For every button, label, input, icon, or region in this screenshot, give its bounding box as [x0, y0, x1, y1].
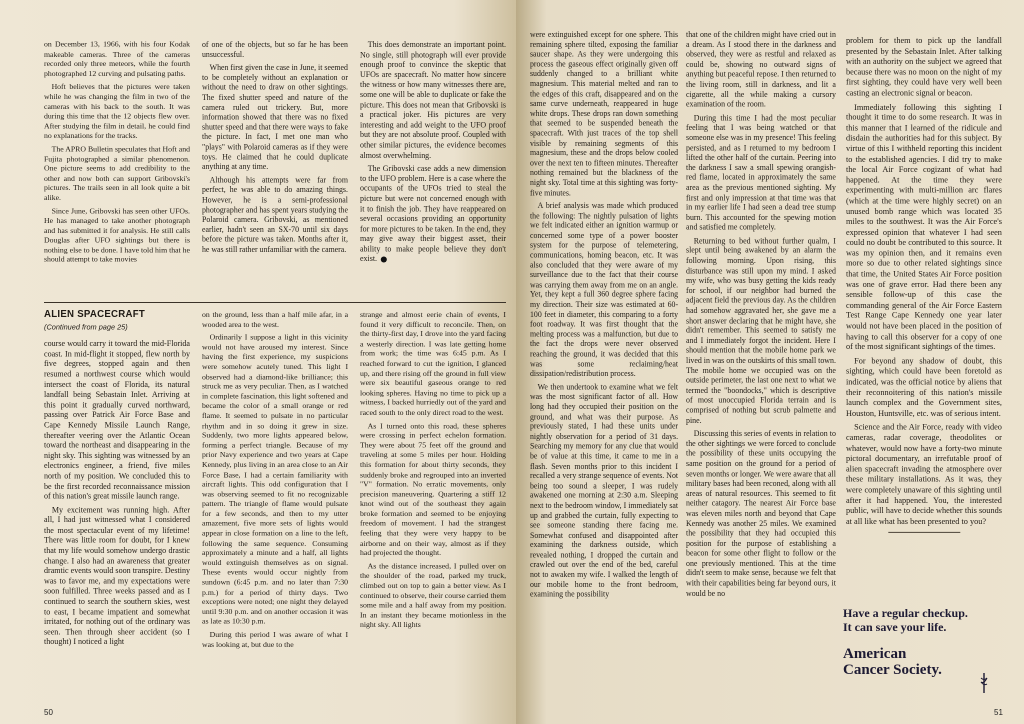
paragraph: We then undertook to examine what we felt was the most significant factor of all. How long had they occupied their position on the ground, and what was their purpose. As previously stated, I had these units under nightly observation for a period of 31 days. Searching my memory for any clue that would be of value at this time, it came to me in a flash. Seven months prior to this incident I recalled a very strange sequence of events. Not being too sound a sleeper, I was rudely awakened one morning at 2:30 a.m. Sleeping next to the bedroom window, I immediately sat up and grabbed the curtain, fully expecting to see someone standing there facing me. Somewhat confused and disappointed after examining the darkness outside, which revealed nothing, I dropped the curtain and crawled out over the end of the bed, careful not to awaken my wife. I walked the length of our mobile home to the front bedroom, examining the possibility — [530, 382, 679, 599]
ad-line-2: It can save your life. — [843, 620, 947, 634]
right-col3 — [846, 36, 1002, 533]
cancer-society-ad — [843, 606, 1013, 702]
continued-note: (Continued from page 25) — [44, 321, 128, 331]
paragraph: During this period I was aware of what I was looking at, but due to the — [202, 630, 349, 649]
left-col3-bottom — [360, 310, 506, 634]
paragraph: strange and almost eerie chain of events, I found it very difficult to reconcile. Then, on the thirty-first day, I drove into the yard facing a westerly direction. I was late getting home from work; the time was 6:45 p.m. As I reached forward to cut the ignition, I glanced up, and there rising off the ground in full view were six beautiful gaseous orange to red looking spheres. Having no time to pick up a witness, I backed hurriedly out of the yard and raced south to the only direct road to the west. — [360, 310, 507, 417]
paragraph: that one of the children might have cried out in a dream. As I stood there in the darkness and observed, they were as restful and relaxed as could be, showing no outward signs of anything but peaceful repose. I then returned to the living room, still in darkness, and lit a cigarette, all the while making a cursory examination of the room. — [686, 30, 836, 109]
paragraph: When first given the case in June, it seemed to be completely without an explanation or without the need to draw on other sightings. The fixed shutter speed and nature of the camera ruled out trickery. But, more information showed that there was no fixed shutter speed and that there were ways to fake the picture. In fact, I met one man who "plays" with Polaroid cameras as if they were toys. He claimed that he could duplicate anything at any time. — [202, 63, 348, 171]
sword-logo-icon — [979, 672, 989, 694]
paragraph: The Gribovski case adds a new dimension to the UFO problem. Here is a case where the occupants of the UFOs tried to steal the picture but were not concerned enough with it to finish the job. They have reappeared on several occasions providing an opportunity for more pictures to be taken. In the end, they may give away their biggest asset, their ability to make people believe they don't exist. — [360, 163, 507, 263]
paragraph: For beyond any shadow of doubt, this sighting, which could have been foretold as indicated, was the official notice by aliens that their reconnoitering of this nation's missile launch complex and the Government sites, Houston, Huntsville, etc. was of serious intent. — [846, 356, 1002, 418]
article-heading: ALIEN SPACECRAFT — [44, 309, 146, 320]
paragraph: Ordinarily I suppose a light in this vicinity would not have aroused my interest. Since having the first experience, my suspicions were somehow acutely tuned. This light I observed had a diamond-like brilliance; this struck me as very peculiar. Then, as I watched in complete fascination, this light softened and became the color of a small orange or red flame. It seemed to pulsate in no particular rhythm and in so doing it grew in size. Suddenly, two more lights appeared below, forming a perfect triangle. Because of my prior Navy experience and two years at Cape Kennedy, plus living in an area close to an Air Force Base, I had a certain familiarity with aircraft lights. This odd configuration that I was observing seemed to fit no recognizable pattern. The triangle of flame would pulsate for a few seconds, and then to my utter amazement, five more sets of lights would appear in close formation on a line to the left, following the same sequence. Consuming approximately a minute and a half, all lights would extinguish themselves as on signal. These events would occur nightly from sundown (6:45 p.m. and no later than 7:30 p.m.) for a period of thirty days. Two exceptions were noted; one night they delayed until 9:30 p.m. and on another occasion it was as late as 10:30 p.m. — [202, 332, 349, 626]
section-divider — [44, 302, 506, 303]
paragraph: This does demonstrate an important point. No single, still photograph will ever provide enough proof to convince the skeptic that UFOs are spacecraft. No matter how sincere the witness or how many witnesses there are, some one will be able to duplicate or fake the picture. This does not mean that Gribovski is a practical joker. His pictures are very interesting and add weight to the UFO proof but they are not absolute proof. Coupled with other similar pictures, the evidence becomes almost overwhelming. — [360, 40, 507, 160]
paragraph: Immediately following this sighting I thought it time to do some research. It was in this manner that I learned of the ridicule and disdain the authorities had for this subject. By virtue of this I withheld reporting this incident to the established agencies. I did try to make the local Air Force cogizant of what had happened. At the time they were experimenting with multi-million arc flares (which at the time were highly secret) on an unused bomb range which was located 35 miles to the southwest. It was the Air Force's expressed opinion that whatever I had seen could no doubt be contributed to this source. It was my opinion then, and it remains even more so due to other related sightings since that time, the United States Air Force position was one of grave error. Had there been any sensible follow-up of this case the commanding general of the Air Force Eastern Test Range Cape Kennedy one year later would not have been placed in the position of having to call this observer for a copy of one of the most significant sightings of the times. — [846, 102, 1002, 352]
end-bullet-icon — [380, 256, 386, 262]
paragraph: A brief analysis was made which produced the following: The nightly pulsation of lights we felt indicated either an ignition warmup or concerned some type of a power booster system for the purpose of telemetering, communications, homing beacon, etc. It was also concluded that they were aware of my surveillance due to the fact that their course was carrying them away from me on an angle. Yet, they kept a full 360 degree sphere facing my direction. Their size was estimated at 60-100 feet in diameter, this comparing to a forty foot roadway. It was first thought that the melting process was a malfunction, but due to the fact the drops were never observed reaching the ground, it was decided that this was some reclaiming/heat dissipation/redistribution process. — [530, 201, 679, 378]
left-col1-top — [44, 40, 190, 269]
ad-line-1: Have a regular checkup. — [843, 606, 968, 620]
paragraph: Although his attempts were far from perfect, he was able to do amazing things. However, he is a semi-professional photographer and has spent years studying the Polaroid camera. Gribovski, as mentioned earlier, hadn't seen an SX-70 until six days before the picture was taken. Months after it, he was still rather unfamiliar with the camera. — [202, 175, 348, 254]
paragraph: Science and the Air Force, ready with video cameras, radar coverage, theodolites or whatever, would now have a forty-two minute pictoral documentary, an irrefutable proof of alien spacecraft invading the atmosphere over these military installations. As it was, they were completely unaware of this sighting until after it had happened. You, the interested public, will have to decide whether this sounds at all like what has been presented to you? — [846, 422, 1002, 526]
paragraph: of one of the objects, but so far he has been unsuccessful. — [202, 40, 348, 59]
paragraph: Since June, Gribovski has seen other UFOs. He has managed to take another photograph and has submitted it for analysis. He still calls Douglas after UFO sightings but there is nothing else to be done. I have told him that he should attempt to take movies — [44, 206, 190, 264]
paragraph: on December 13, 1966, with his four Kodak makeable cameras. Three of the cameras recorded only three meteors, while the fourth photographed 12 curving and pulsating paths. — [44, 40, 190, 78]
right-col1 — [530, 30, 678, 603]
paragraph: As I turned onto this road, these spheres were crossing in perfect echelon formation. They were about 75 feet off the ground and traveling at some 5 miles per hour. Holding this formation for about thirty seconds, they suddenly broke and regrouped into an inverted "V" formation. No erratic movements, only precision maneuvering. Quartering a stiff 12 knot wind out of the southeast they again broke formation and seemed to be enjoying freedom of movement. I had the strangest feeling that they were very happy to be airborne and on their way, almost as if they had projected the thought. — [360, 421, 507, 557]
paragraph: course would carry it toward the mid-Florida coast. In mid-flight it stopped, flew north by five degrees, stopped again and then resumed a northwest course which would intersect the coast of Florida, its natural landfall being Sebastain Inlet. Arriving at this point it gradually curved northward, passing over Patrick Air Force Base and Cape Kennedy Missile Launch Range, thereafter veering over the Atlantic Ocean toward the northeast and disappearing in the night sky. This sighting was witnessed by an electronics engineer, a friend, five miles north of my position. We concluded this to be the first recorded reconnaissance mission of this nation's great missile launch range. — [44, 339, 191, 501]
ad-org-line-1: American — [843, 646, 907, 662]
paragraph: Returning to bed without further qualm, I slept until being awakened by an alarm the following morning. Upon rising, this disturbance was still upon my mind. I asked my wife, who was busy getting the kids ready for school, if our neighbor had burned the adjacent field the previous day. As the children had somehow aggravated her, she gave me a short answer declaring that he might have, she didn't remember. This seemed to satisfy me and I immediately forgot the incident. Here I should mention that the mobile home park we lived in was on the outskirts of this small town. The mobile home we occupied was on the outside perimeter, the last one next to what we termed the "boondocks," which is descriptive of most unoccupied Florida terrain and is comprised of nothing but scrub palmette and pine. — [686, 236, 836, 425]
paragraph: were extinguished except for one sphere. This remaining sphere tilted, exposing the familiar saucer shape. As they were undergoing this process the gaseous effect originally given off suddenly changed to a brilliant white magnesium. This material melted and ran to the edges of this craft, disappeared and on the same curve underneath, reappeared in huge white drops. These drops ran down something that seemed to be suspended beneath the spacecraft. With just traces of the top shell visible by remaining segments of this magnesium, these and the drops below cooled over the next ten to fifteen minutes. Thereafter nothing remained but the blackness of the night sky. Total time at this sighting was forty-five minutes. — [530, 30, 679, 197]
paragraph: As the distance increased, I pulled over on the shoulder of the road, parked my truck, climbed out on top to gain a better view. As I continued to observe, their course carried them some mile and a half away from my position. In an instant they became motionless in the night sky. All lights — [360, 561, 507, 629]
paragraph: During this time I had the most peculiar feeling that I was being watched or that someone else was in my presence! This feeling persisted, and as I returned to my bedroom I lifted the other half of the curtain. Peering into the darkness I saw a small spewing orangish-red flame, located in approximately the same area as the previous mentioned sighting. My first and only impression at that time was that in my earlier life I had seen a dead tree stump burn. This accounted for the spewing motion and satisfied me completely. — [686, 113, 836, 232]
paragraph: on the ground, less than a half mile afar, in a wooded area to the west. — [202, 310, 349, 329]
ad-org-line-2: Cancer Society. — [843, 662, 942, 678]
page-number-right: 51 — [994, 708, 1003, 717]
left-col1-bottom-wrap — [44, 310, 190, 651]
left-col1-bottom — [44, 339, 190, 648]
ad-divider — [888, 532, 960, 533]
page-number-left: 50 — [44, 708, 53, 717]
left-col2-bottom — [202, 310, 348, 653]
left-col2-top — [202, 40, 348, 258]
paragraph: Hoft believes that the pictures were taken while he was changing the film in two of the cameras with his back to the south. It was during this time that the 12 objects flew over. After studying the film in detail, he could find no explanations for the tracks. — [44, 82, 190, 140]
right-col2 — [686, 30, 836, 602]
paragraph: My excitement was running high. After all, I had just witnessed what I considered the most spectacular event of my lifetime! There was little room for doubt, for I knew that my life would somehow undergo drastic change. I also had an awareness that greater dramtic events would soon transpire. Destiny was to favor me, and my expectations were soon fulfilled. Three weeks passed and as I continued to search the southern skies, west to east, I became impatient and somewhat irritated, for nothing out of the ordinary was seen. Then through sheer accident (so I thought) I noticed a light — [44, 505, 191, 647]
left-col3-top — [360, 40, 506, 268]
paragraph: The APRO Bulletin speculates that Hoft and Fujita photographed a similar phenomenon. One picture seems to add credibility to the other and now both can support Gribovski's pictures. The trails seen in all look quite a bit alike. — [44, 144, 190, 202]
paragraph: Discussing this series of events in relation to the other sightings we were forced to conclude the possibility of these units occupying the same position on the ground for a period of seven months or longer. We were aware that all military bases had been reconed, along with all areas of natural resources. This seemed to fit neither catagory. The nearest Air Force base was eleven miles north and beyond that Cape Kennedy was another 25 miles. We examined the possibility that they had occupied this position for the purpose of establishing a beacon for some other flight to follow or the one previously mentioned. This at the time didn't seem to make sense, because we felt that with their capabilities being far beyond ours, it would be no — [686, 429, 836, 598]
paragraph: problem for them to pick up the landfall presented by the Sebastain Inlet. After talking with an authority on the subject we agreed that because there was no moon on the night of my first sighting, they could have very well been casting an electronic signal or beacon. — [846, 36, 1002, 98]
